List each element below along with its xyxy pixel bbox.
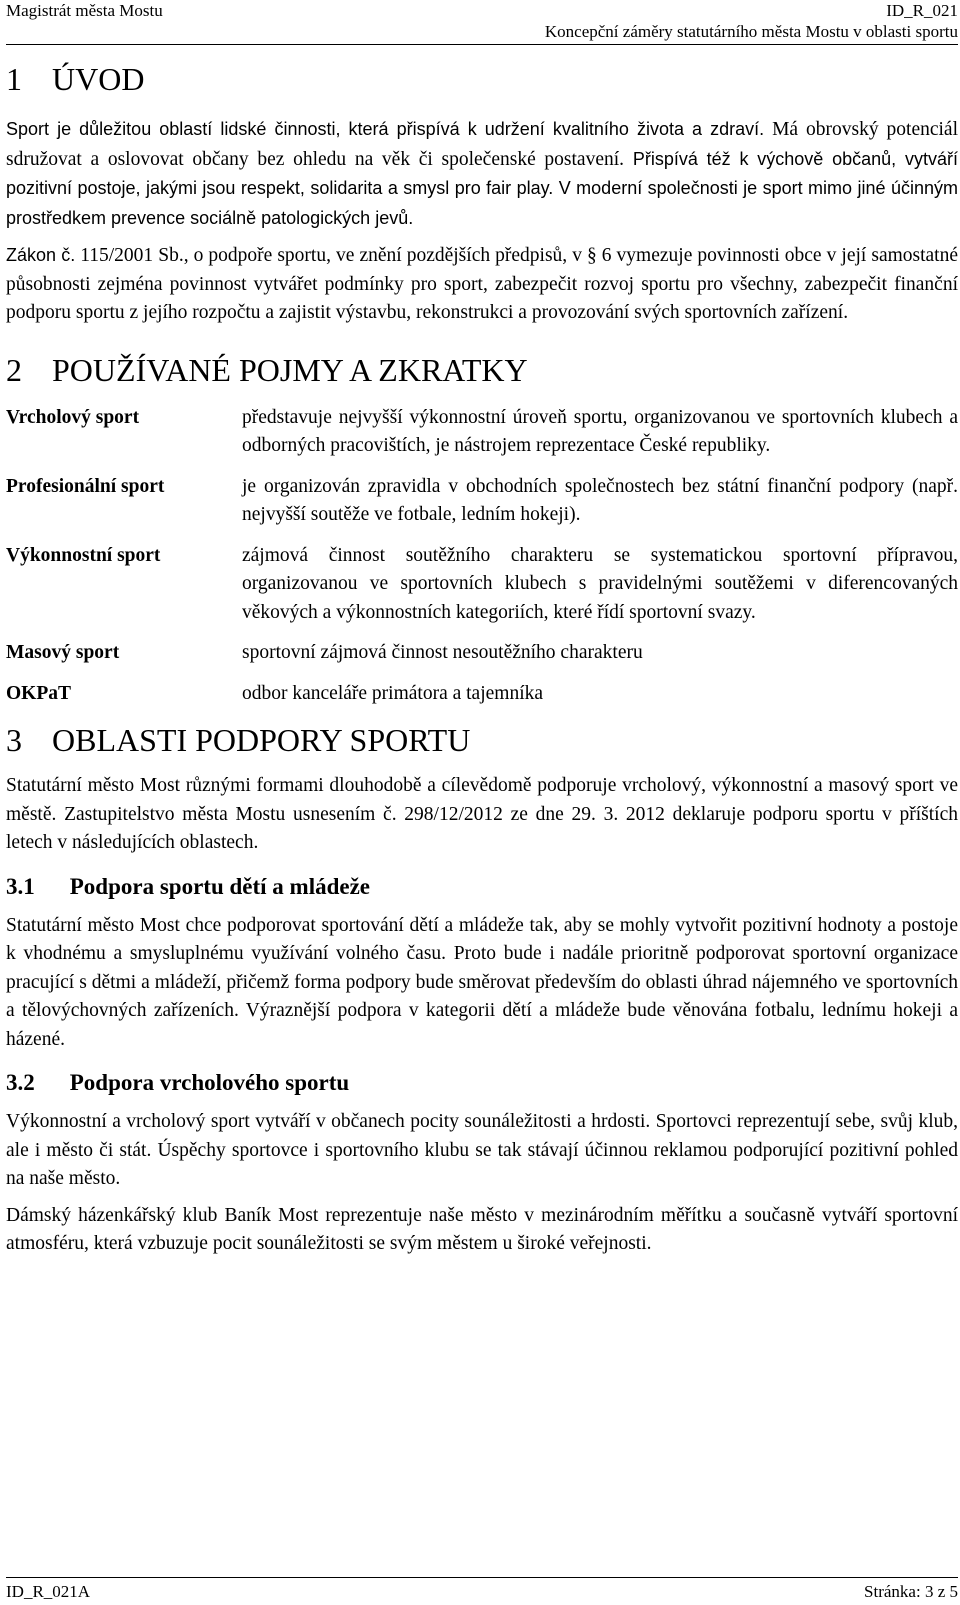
term-definition: odbor kanceláře primátora a tajemníka bbox=[242, 682, 544, 704]
subsection-3-1-number: 3.1 bbox=[6, 873, 35, 899]
subsection-3-1-text: Statutární město Most chce podporovat sportování dětí a mládeže tak, aby se mohly vytvořit pozitivní hodnoty a postoje k vhodnému a smysluplnému využívání volného času. Proto bude i nadále prioritně podporovat sportovní organizace pracující s dětmi a mládeží, přičemž forma podpory bude směrovat především do oblasti úhrad nájemného ve sportovních a tělovýchovných zařízeních. Výraznější podpora v kategorii dětí a mládeže bude věnována fotbalu, lednímu hokeji a házené. bbox=[6, 914, 958, 1050]
section-1-number: 1 bbox=[6, 61, 22, 97]
section-1-paragraph-2 bbox=[6, 241, 958, 328]
term-row bbox=[6, 404, 958, 461]
section-3-intro: Statutární město Most různými formami dlouhodobě a cílevědomě podporuje vrcholový, výkonnostní a masový sport ve městě. Zastupitelstvo města Mostu usnesením č. 298/12/2012 ze dne 29. 3. 2012 deklaruje podporu sportu v příštích letech v následujících oblastech. bbox=[6, 775, 958, 853]
page-footer bbox=[6, 1577, 958, 1601]
section-1-p2-part-a: Zákon č. bbox=[6, 245, 76, 265]
subsection-3-2-number: 3.2 bbox=[6, 1070, 35, 1095]
subsection-3-1-title: Podpora sportu dětí a mládeže bbox=[69, 873, 371, 899]
term-name: Vrcholový sport bbox=[6, 406, 140, 428]
section-2-heading bbox=[6, 350, 958, 390]
header-document-code: ID_R_021 bbox=[886, 1, 958, 20]
term-name: OKPaT bbox=[6, 682, 72, 704]
header-organization: Magistrát města Mostu bbox=[6, 1, 163, 20]
subsection-3-1-heading bbox=[6, 872, 958, 902]
term-name: Výkonnostní sport bbox=[6, 544, 161, 566]
term-name: Masový sport bbox=[6, 642, 120, 663]
term-row bbox=[6, 639, 958, 668]
section-1-p1-part-a: Sport je důležitou oblastí lidské činnosti, která přispívá k udržení kvalitního života a zdraví. bbox=[6, 119, 765, 139]
section-1-p2-part-b: 115/2001 Sb. bbox=[75, 245, 184, 266]
section-1-paragraph-1 bbox=[6, 115, 958, 233]
term-definition: představuje nejvyšší výkonnostní úroveň sportu, organizovanou ve sportovních klubech a odborných pracovištích, je nástrojem reprezentace České republiky. bbox=[242, 406, 958, 456]
subsection-3-2-title: Podpora vrcholového sportu bbox=[69, 1070, 350, 1095]
term-name: Profesionální sport bbox=[6, 475, 165, 497]
footer-page-number: Stránka: 3 z 5 bbox=[864, 1582, 958, 1601]
section-3-number: 3 bbox=[6, 722, 22, 758]
section-1-p2-part-c: , o podpoře sportu, ve znění pozdějších předpisů, v § 6 vymezuje povinnosti obce v její samostatné působnosti zejména povinnost vytvářet podmínky pro sport, zabezpečit rozvoj sportu pro všechny, zabezpečit finanční podporu sportu z jejího rozpočtu a zajistit výstavbu, rekonstrukci a provozování svých sportovních zařízení. bbox=[6, 245, 959, 323]
footer-document-code: ID_R_021A bbox=[6, 1582, 91, 1601]
term-row bbox=[6, 542, 958, 628]
term-row bbox=[6, 473, 958, 530]
section-1-title: ÚVOD bbox=[52, 61, 145, 97]
subsection-3-2-text-2: Dámský házenkářský klub Baník Most reprezentuje naše město v mezinárodním měřítku a současně vytváří sportovní atmosféru, která vzbuzuje pocit sounáležitosti se svým městem u široké veřejnosti. bbox=[6, 1204, 958, 1254]
subsection-3-2-text-1: Výkonnostní a vrcholový sport vytváří v občanech pocity sounáležitosti a hrdosti. Sportovci reprezentují sebe, svůj klub, ale i město či stát. Úspěchy sportovce i sportovního klubu se tak stávají účinnou reklamou podporující pozitivní pohled na naše město. bbox=[6, 1111, 958, 1189]
document-page bbox=[6, 0, 958, 1259]
section-3-title: OBLASTI PODPORY SPORTU bbox=[52, 722, 471, 758]
term-definition: sportovní zájmová činnost nesoutěžního charakteru bbox=[242, 642, 643, 663]
header-document-title: Koncepční záměry statutárního města Mostu v oblasti sportu bbox=[544, 22, 958, 41]
section-2-title: POUŽÍVANÉ POJMY A ZKRATKY bbox=[52, 351, 528, 388]
term-definition: zájmová činnost soutěžního charakteru se systematickou sportovní přípravou, organizovanou ve sportovních klubech s pravidelnými soutěžemi v diferencovaných věkových a výkonnostních kategoriích, které řídí sportovní svazy. bbox=[242, 544, 958, 623]
section-2-number: 2 bbox=[6, 351, 22, 388]
page-header bbox=[6, 0, 958, 45]
section-1-heading bbox=[6, 59, 958, 99]
term-row bbox=[6, 680, 958, 709]
term-definition: je organizován zpravidla v obchodních společnostech bez státní finanční podpory (např. nejvyšší soutěže ve fotbale, ledním hokeji). bbox=[242, 475, 958, 525]
section-3-heading bbox=[6, 720, 958, 760]
section-1-p1-part-b: Má obrovský potenciál sdružovat a oslovovat občany bez ohledu na věk či společenské postavení. bbox=[6, 119, 959, 170]
terms-list bbox=[6, 404, 958, 709]
section-1-p1-part-c: Přispívá též k výchově občanů, vytváří pozitivní postoje, jakými jsou respekt, solidarita a smysl pro fair play. V moderní společnosti je sport mimo jiné účinným prostředkem prevence sociálně patologických jevů. bbox=[6, 148, 958, 228]
subsection-3-2-heading bbox=[6, 1068, 958, 1098]
